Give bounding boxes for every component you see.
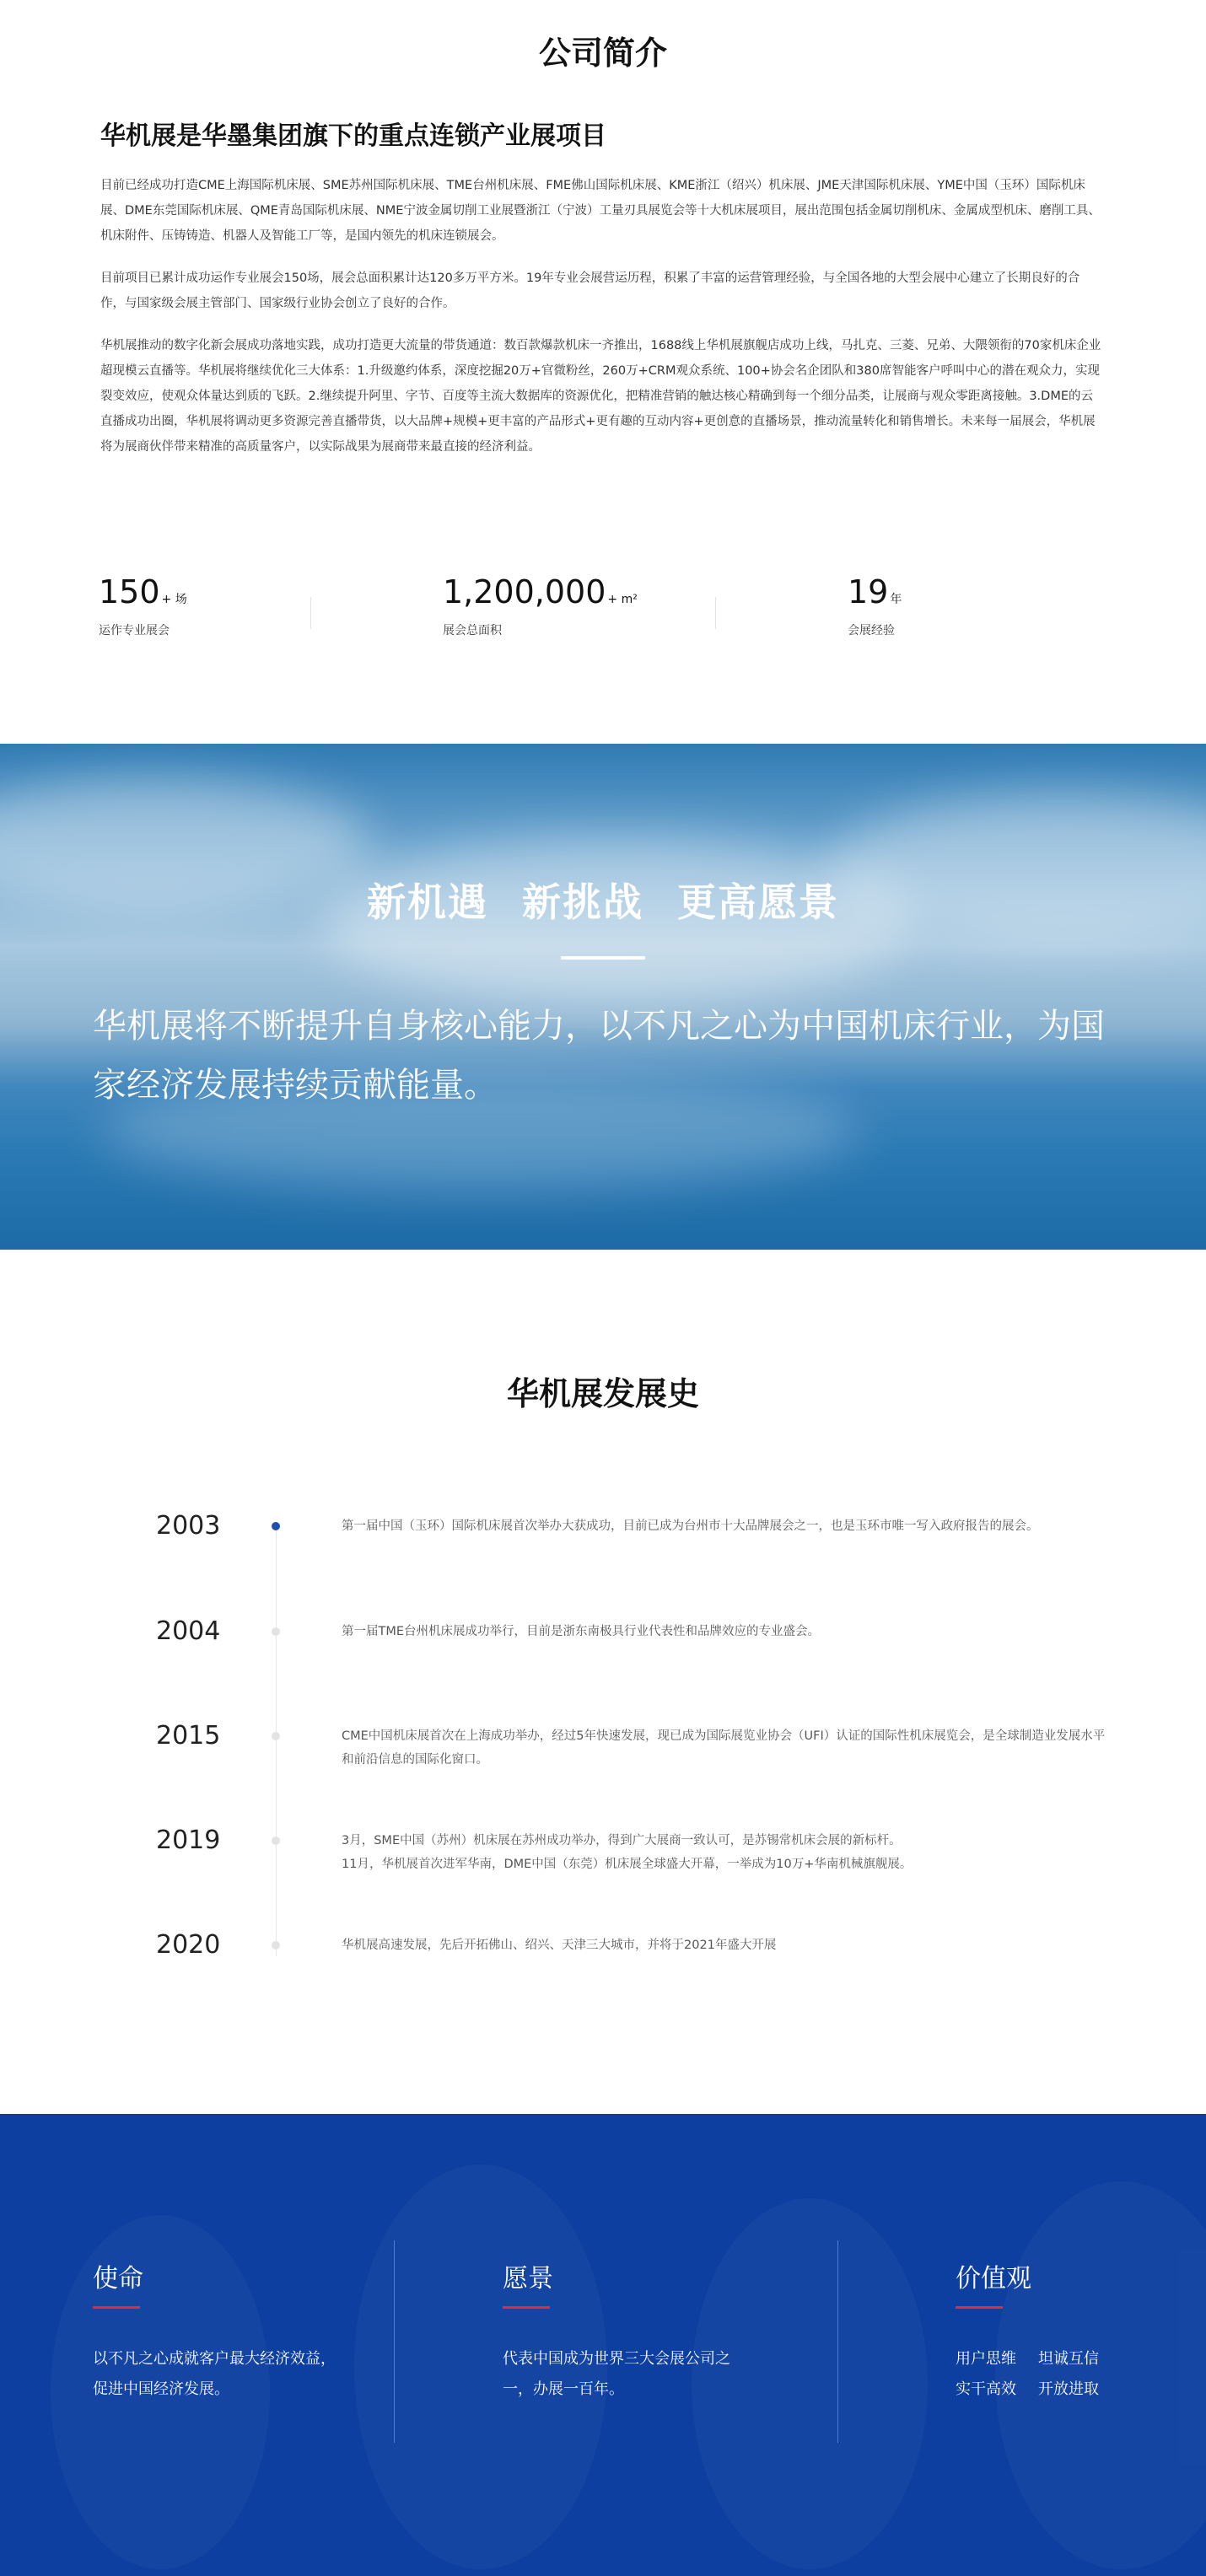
intro-subtitle: 华机展是华墨集团旗下的重点连锁产业展项目	[100, 121, 606, 151]
vision-column	[503, 2257, 756, 2405]
timeline-dot	[272, 1837, 280, 1845]
intro-paragraph: 华机展推动的数字化新会展成功落地实践，成功打造更大流量的带货通道：数百款爆款机床一齐推出，1688线上华机展旗舰店成功上线，马扎克、三菱、兄弟、大隈领衔的70家机床企业超现模云直播等。华机展将继续优化三大体系：1.升级邀约体系，深度挖掘20万+官微粉丝，260万+CRM观众系统、100+协会名企团队和380席智能客户呼叫中心的潜在观众力，实现裂变效应，使观众体量达到质的飞跃。2.继续提升阿里、字节、百度等主流大数据库的资源优化，把精准营销的触达核心精确到每一个细分品类，让展商与观众零距离接触。3.DME的云直播成功出圈，华机展将调动更多资源完善直播带货，以大品牌+规模+更丰富的产品形式+更有趣的互动内容+更创意的直播场景，推动流量转化和销售增长。未来每一届展会，华机展将为展商伙伴带来精准的高质量客户，以实际战果为展商带来最直接的经济利益。	[100, 339, 1101, 454]
vision-banner	[0, 744, 1206, 1250]
timeline-dot	[272, 1522, 280, 1530]
intro-title: 公司简介	[538, 35, 667, 72]
values-title: 价值观	[956, 2264, 1031, 2294]
vision-title: 愿景	[503, 2264, 553, 2294]
timeline-year: 2015	[156, 1721, 221, 1750]
values-column	[956, 2257, 1141, 2405]
timeline-dot	[272, 1732, 280, 1740]
timeline-year: 2019	[156, 1826, 221, 1855]
title-underline	[93, 2306, 140, 2309]
stat-value: 1,200,000	[443, 573, 606, 610]
stat-unit: + m²	[607, 593, 638, 606]
stat-unit: + 场	[161, 593, 187, 606]
banner-title: 新机遇 新挑战 更高愿景	[366, 879, 840, 925]
timeline-year: 2020	[156, 1930, 221, 1960]
timeline-text: 3月，SME中国（苏州）机床展在苏州成功举办，得到广大展商一致认可，是苏锡常机床会展的新标杆。 11月，华机展首次进军华南，DME中国（东莞）机床展全球盛大开幕，一举成为10万+华南机械旗舰展。	[342, 1834, 913, 1871]
values-list	[956, 2344, 1141, 2405]
value-item: 开放进取	[1038, 2380, 1099, 2398]
title-underline	[503, 2306, 550, 2309]
timeline-dot	[272, 1941, 280, 1949]
stat-label: 展会总面积	[443, 624, 502, 637]
stat-area	[443, 573, 638, 638]
value-item: 坦诚互信	[1038, 2350, 1099, 2368]
stat-label: 运作专业展会	[99, 624, 170, 637]
history-title: 华机展发展史	[506, 1375, 699, 1412]
stats-row	[0, 573, 1206, 641]
stat-exhibitions	[99, 573, 187, 638]
timeline-text: 第一届中国（玉环）国际机床展首次举办大获成功，目前已成为台州市十大品牌展会之一，也是玉环市唯一写入政府报告的展会。	[342, 1519, 1039, 1533]
banner-text: 华机展将不断提升自身核心能力，以不凡之心为中国机床行业，为国家经济发展持续贡献能量。	[93, 1007, 1105, 1105]
mission-title: 使命	[93, 2264, 143, 2294]
stat-divider	[310, 597, 311, 629]
stat-label: 会展经验	[848, 624, 895, 637]
intro-paragraph: 目前项目已累计成功运作专业展会150场，展会总面积累计达120多万平方米。19年专业会展营运历程，积累了丰富的运营管理经验，与全国各地的大型会展中心建立了长期良好的合作，与国家级会展主管部门、国家级行业协会创立了良好的合作。	[100, 272, 1080, 310]
mission-column	[93, 2257, 346, 2405]
timeline-text: 华机展高速发展，先后开拓佛山、绍兴、天津三大城市，并将于2021年盛大开展	[342, 1939, 777, 1952]
values-row	[956, 2374, 1141, 2405]
timeline-text: CME中国机床展首次在上海成功举办，经过5年快速发展，现已成为国际展览业协会（UFI）认证的国际性机床展览会，是全球制造业发展水平和前沿信息的国际化窗口。	[342, 1729, 1106, 1767]
mission-text: 以不凡之心成就客户最大经济效益，促进中国经济发展。	[93, 2350, 336, 2398]
timeline-year: 2003	[156, 1511, 221, 1541]
value-item: 用户思维	[956, 2350, 1016, 2368]
banner-underline	[561, 956, 645, 960]
stat-value: 19	[848, 573, 889, 610]
stat-value: 150	[99, 573, 160, 610]
value-item: 实干高效	[956, 2380, 1016, 2398]
stat-experience	[848, 573, 902, 638]
timeline-text: 第一届TME台州机床展成功举行，目前是浙东南极具行业代表性和品牌效应的专业盛会。	[342, 1625, 821, 1638]
column-divider	[837, 2240, 838, 2443]
intro-paragraph: 目前已经成功打造CME上海国际机床展、SME苏州国际机床展、TME台州机床展、FME佛山国际机床展、KME浙江（绍兴）机床展、JME天津国际机床展、YME中国（玉环）国际机床展、DME东莞国际机床展、QME青岛国际机床展、NME宁波金属切削工业展暨浙江（宁波）工量刃具展览会等十大机床展项目，展出范围包括金属切削机床、金属成型机床、磨削工具、机床附件、压铸铸造、机器人及智能工厂等，是国内领先的机床连锁展会。	[100, 179, 1101, 243]
stat-unit: 年	[890, 593, 902, 606]
vision-text: 代表中国成为世界三大会展公司之一，办展一百年。	[503, 2350, 730, 2398]
stat-divider	[715, 597, 716, 629]
intro-body	[100, 173, 1104, 476]
title-underline	[956, 2306, 1003, 2309]
timeline-year: 2004	[156, 1616, 221, 1646]
company-intro-section	[0, 0, 1206, 744]
history-section	[0, 1250, 1206, 2114]
values-row	[956, 2344, 1141, 2374]
timeline-dot	[272, 1627, 280, 1636]
column-divider	[394, 2240, 395, 2443]
values-section	[0, 2114, 1206, 2576]
